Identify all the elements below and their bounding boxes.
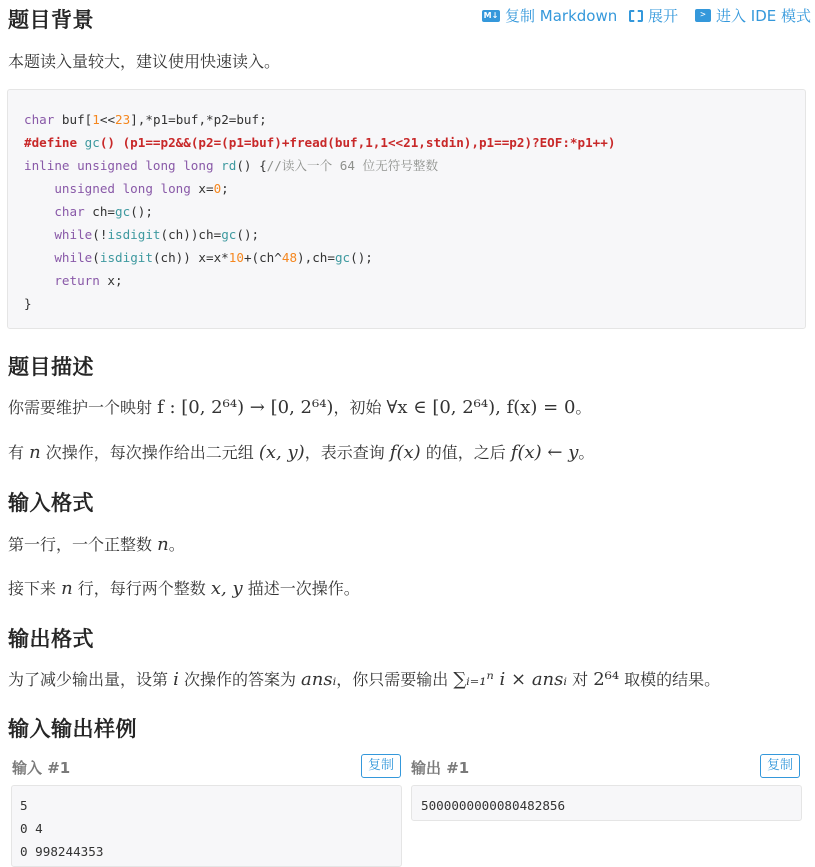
code-token: () (p1==p2&&(p2=(p1=buf)+fread(buf,1,1<<21,stdin),p1==p2)?EOF:*p1++) (99, 135, 616, 150)
input-format-heading: 输入格式 (8, 491, 94, 515)
code-token: << (99, 112, 116, 127)
copy-input-button[interactable]: 复制 (361, 754, 401, 778)
description-line-2 (8, 440, 594, 463)
description-heading: 题目描述 (8, 355, 94, 379)
output-format-line (8, 667, 720, 690)
text: 为了减少输出量，设第 (8, 670, 174, 689)
fullscreen-button[interactable] (629, 5, 678, 26)
code-line (24, 131, 615, 154)
math-n: n (157, 534, 169, 555)
code-token: while (54, 250, 93, 265)
math-pair: (x, y) (258, 442, 305, 463)
code-line (24, 223, 615, 246)
code-token: char (54, 204, 85, 219)
background-text: 本题读入量较大，建议使用快速读入。 (8, 52, 281, 71)
code-token: ),ch= (297, 250, 335, 265)
math-i: i (173, 669, 179, 690)
sample-input-line: 0 4 (20, 821, 43, 836)
text: 次操作的答案为 (178, 670, 302, 689)
text: ，你只需要输出 (336, 670, 454, 689)
code-token: gc (115, 204, 131, 219)
description-line-1 (8, 395, 591, 418)
code-token: ; (221, 181, 229, 196)
code-token: (); (236, 227, 260, 242)
code-token: rd (221, 158, 237, 173)
text: 行，每行两个整数 (72, 579, 211, 598)
text: 次操作，每次操作给出二元组 (40, 443, 259, 462)
code-token: isdigit (107, 227, 161, 242)
math-init: ∀x ∈ [0, 2⁶⁴), f(x) = 0 (386, 397, 576, 418)
code-token: (! (92, 227, 108, 242)
code-token: unsigned long long (54, 181, 191, 196)
ide-mode-button[interactable] (695, 5, 811, 26)
code-line (24, 246, 615, 269)
copy-markdown-button[interactable] (482, 5, 617, 26)
code-block (7, 89, 806, 329)
expand-icon (629, 10, 643, 22)
background-heading: 题目背景 (8, 8, 94, 32)
code-token: ch= (84, 204, 116, 219)
text: ，表示查询 (304, 443, 390, 462)
code-token: x; (99, 273, 123, 288)
code-token: ( (92, 250, 100, 265)
copy-markdown-label: 复制 Markdown (505, 7, 618, 25)
math-mod: 2⁶⁴ (593, 669, 620, 690)
code-token: buf[ (54, 112, 93, 127)
sample-output-title: 输出 #1 (411, 759, 470, 777)
code-token: () { (236, 158, 267, 173)
output-format-heading: 输出格式 (8, 627, 94, 651)
code-token: 0 (213, 181, 222, 196)
code-token: #define (24, 135, 78, 150)
code-token: 23 (115, 112, 131, 127)
terminal-icon: > (695, 9, 711, 22)
text: ，初始 (333, 398, 387, 417)
code-token: (ch))ch= (160, 227, 222, 242)
code-token: gc (334, 250, 351, 265)
text: 。 (168, 535, 185, 554)
sample-input-line: 5 (20, 798, 28, 813)
code-token: 48 (281, 250, 298, 265)
math-n: n (29, 442, 41, 463)
math-map: f : [0, 2⁶⁴) → [0, 2⁶⁴) (157, 397, 334, 418)
text: 接下来 (8, 579, 62, 598)
code-line (24, 177, 615, 200)
code-token: +(ch^ (243, 250, 282, 265)
code-token: gc (84, 135, 100, 150)
text: 。 (578, 443, 595, 462)
code-token: gc (221, 227, 237, 242)
code-line (24, 269, 615, 292)
code-token (24, 227, 54, 242)
code-token: ],*p1=buf,*p2=buf; (130, 112, 267, 127)
code-line (24, 200, 615, 223)
text: 描述一次操作。 (242, 579, 360, 598)
math-sum: ∑ᵢ₌₁ⁿ i × ansᵢ (453, 669, 567, 690)
code-token: (); (130, 204, 153, 219)
code-token (24, 204, 54, 219)
code-token: 1 (92, 112, 100, 127)
code-token: char (24, 112, 55, 127)
code-token: x= (190, 181, 214, 196)
text: 你需要维护一个映射 (8, 398, 158, 417)
samples-heading: 输入输出样例 (8, 717, 137, 741)
code-content (24, 108, 615, 315)
sample-output-box (411, 785, 802, 821)
text: 。 (575, 398, 592, 417)
code-token (24, 181, 54, 196)
sample-input-box (11, 785, 402, 867)
code-token (24, 273, 54, 288)
sample-input-title: 输入 #1 (12, 759, 71, 777)
copy-output-button[interactable]: 复制 (760, 754, 800, 778)
code-token: (ch)) x=x* (152, 250, 229, 265)
input-format-line-2 (8, 576, 360, 599)
text: 取模的结果。 (619, 670, 721, 689)
markdown-icon: M↓ (483, 10, 499, 20)
code-token (77, 135, 85, 150)
code-token: isdigit (99, 250, 153, 265)
math-xy: x, y (210, 578, 243, 599)
math-ans: ansᵢ (301, 669, 337, 690)
ide-mode-label: 进入 IDE 模式 (716, 7, 811, 25)
text: 第一行，一个正整数 (8, 535, 158, 554)
code-token: //读入一个 64 位无符号整数 (266, 158, 439, 173)
code-token: return (54, 273, 100, 288)
code-token: 10 (228, 250, 244, 265)
math-n: n (61, 578, 73, 599)
sample-input-line: 0 998244353 (20, 844, 104, 859)
code-token: (); (350, 250, 373, 265)
code-token: while (54, 227, 93, 242)
math-fx: f(x) (389, 442, 421, 463)
code-line (24, 108, 615, 131)
fullscreen-label: 展开 (648, 7, 679, 25)
text: 有 (8, 443, 30, 462)
code-line (24, 292, 615, 315)
text: 的值，之后 (420, 443, 511, 462)
code-token: } (24, 296, 32, 311)
input-format-line-1 (8, 532, 185, 555)
code-line (24, 154, 615, 177)
sample-output-line: 5000000000080482856 (421, 798, 566, 813)
text: 对 (567, 670, 594, 689)
math-assign: f(x) ← y (510, 442, 579, 463)
code-token: inline unsigned long long (24, 158, 214, 173)
code-token (24, 250, 54, 265)
